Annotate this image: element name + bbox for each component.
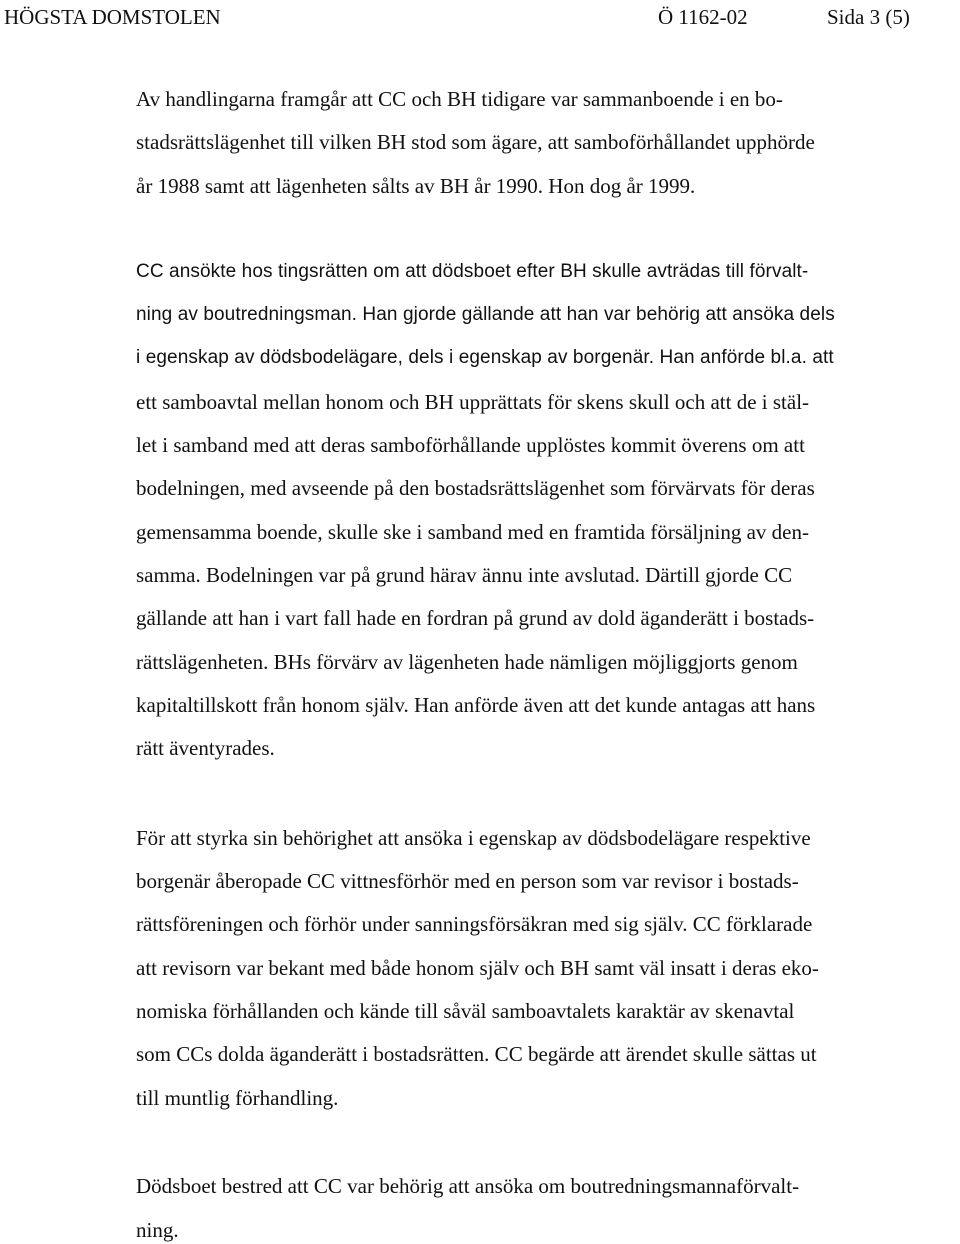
text-line: let i samband med att deras samboförhållande upplöstes kommit överens om att [136, 433, 805, 457]
text-line: ning av boutredningsman. Han gjorde gällande att han var behörig att ansöka dels [136, 304, 835, 325]
text-line: samma. Bodelningen var på grund härav ännu inte avslutad. Därtill gjorde CC [136, 563, 793, 587]
text-line: i egenskap av dödsbodelägare, dels i egenskap av borgenär. Han anförde bl.a. att [136, 347, 834, 368]
text-line: borgenär åberopade CC vittnesförhör med en person som var revisor i bostads- [136, 869, 799, 893]
text-line: nomiska förhållanden och kände till såväl samboavtalets karaktär av skenavtal [136, 999, 795, 1023]
text-line: CC ansökte hos tingsrätten om att dödsboet efter BH skulle avträdas till förvalt- [136, 261, 809, 282]
text-line: gällande att han i vart fall hade en fordran på grund av dold äganderätt i bostads- [136, 606, 815, 630]
text-line: Dödsboet bestred att CC var behörig att ansöka om boutredningsmannaförvalt- [136, 1174, 800, 1198]
text-line: rätt äventyrades. [136, 736, 275, 760]
text-line: ning. [136, 1218, 179, 1242]
case-number: Ö 1162-02 [658, 5, 748, 29]
text-line: rättslägenheten. BHs förvärv av lägenheten hade nämligen möjliggjorts genom [136, 650, 798, 674]
text-line: kapitaltillskott från honom själv. Han anförde även att det kunde antagas att hans [136, 693, 816, 717]
text-line: stadsrättslägenhet till vilken BH stod som ägare, att samboförhållandet upphörde [136, 130, 815, 154]
text-line: Av handlingarna framgår att CC och BH tidigare var sammanboende i en bo- [136, 87, 783, 111]
text-line: rättsföreningen och förhör under sanningsförsäkran med sig själv. CC förklarade [136, 912, 813, 936]
text-line: som CCs dolda äganderätt i bostadsrätten. CC begärde att ärendet skulle sättas ut [136, 1042, 817, 1066]
text-line: bodelningen, med avseende på den bostadsrättslägenhet som förvärvats för deras [136, 476, 815, 500]
page-number: Sida 3 (5) [827, 5, 910, 29]
text-line: ett samboavtal mellan honom och BH upprättats för skens skull och att de i stäl- [136, 390, 810, 414]
page-header [4, 4, 956, 30]
text-line: år 1988 samt att lägenheten sålts av BH år 1990. Hon dog år 1999. [136, 174, 696, 198]
text-line: till muntlig förhandling. [136, 1086, 339, 1110]
text-line: gemensamma boende, skulle ske i samband med en framtida försäljning av den- [136, 520, 809, 544]
text-line: att revisorn var bekant med både honom själv och BH samt väl insatt i deras eko- [136, 956, 819, 980]
court-name: HÖGSTA DOMSTOLEN [4, 5, 221, 29]
text-line: För att styrka sin behörighet att ansöka i egenskap av dödsbodelägare respektive [136, 826, 811, 850]
